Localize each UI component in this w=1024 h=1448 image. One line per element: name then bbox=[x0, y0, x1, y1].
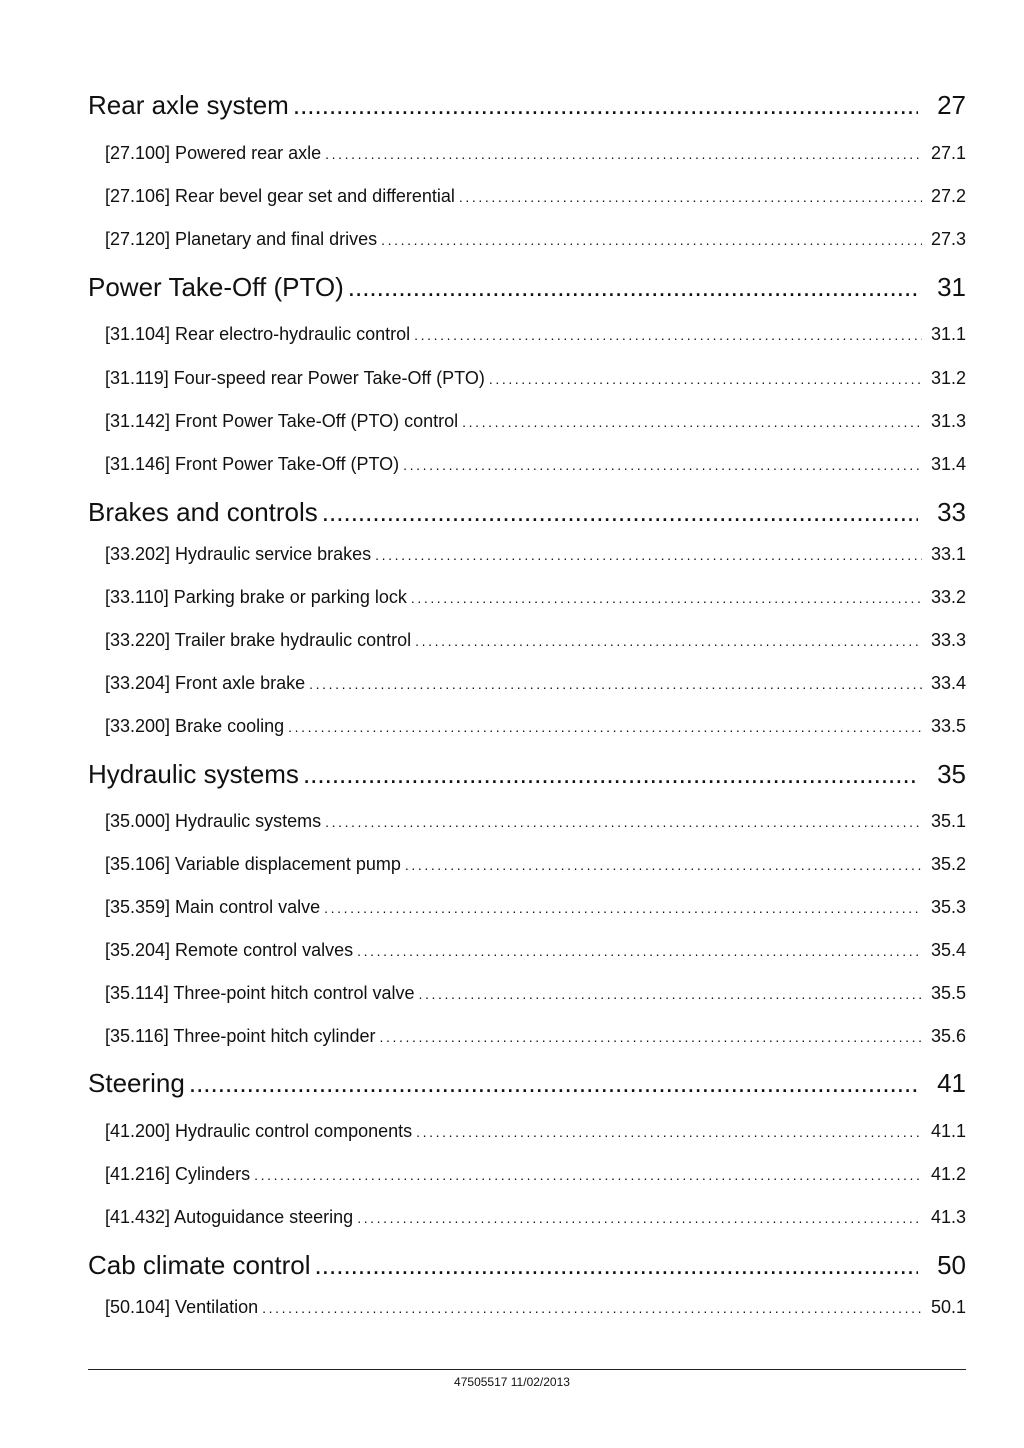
toc-entry[interactable] bbox=[105, 1206, 966, 1229]
dot-leader bbox=[405, 854, 922, 876]
entry-label: [35.359] Main control valve bbox=[105, 897, 321, 917]
entry-page: 35.2 bbox=[930, 854, 966, 874]
section-title: Hydraulic systems bbox=[88, 759, 299, 789]
dot-leader bbox=[254, 1164, 922, 1186]
entry-page: 35.1 bbox=[930, 811, 966, 831]
entry-label: [33.200] Brake cooling bbox=[105, 716, 285, 736]
entry-page: 27.2 bbox=[930, 186, 966, 206]
toc-section-cab-climate[interactable] bbox=[88, 1250, 966, 1280]
dot-leader bbox=[325, 143, 922, 165]
toc-entry[interactable] bbox=[105, 410, 966, 433]
dot-leader bbox=[415, 630, 922, 652]
entry-label: [27.106] Rear bevel gear set and differential bbox=[105, 186, 455, 206]
dot-leader bbox=[357, 1207, 922, 1229]
dot-leader bbox=[324, 897, 922, 919]
dot-leader bbox=[381, 229, 922, 251]
entry-page: 33.2 bbox=[930, 587, 966, 607]
entry-page: 31.2 bbox=[930, 368, 966, 388]
toc-section-pto[interactable] bbox=[88, 272, 966, 302]
dot-leader bbox=[357, 940, 922, 962]
dot-leader bbox=[416, 1121, 922, 1143]
entry-label: [41.200] Hydraulic control components bbox=[105, 1121, 413, 1141]
entry-page: 50.1 bbox=[930, 1297, 966, 1317]
dot-leader bbox=[403, 454, 922, 476]
toc-entry[interactable] bbox=[105, 672, 966, 695]
dot-leader bbox=[489, 368, 922, 390]
entry-label: [27.100] Powered rear axle bbox=[105, 143, 322, 163]
footer-doc-number: 47505517 11/02/2013 bbox=[454, 1375, 570, 1389]
entry-label: [35.106] Variable displacement pump bbox=[105, 854, 401, 874]
section-page: 35 bbox=[937, 759, 966, 789]
entry-label: [41.216] Cylinders bbox=[105, 1164, 251, 1184]
entry-page: 41.3 bbox=[930, 1207, 966, 1227]
entry-page: 33.5 bbox=[930, 716, 966, 736]
toc-section-hydraulic[interactable] bbox=[88, 759, 966, 789]
entry-page: 33.1 bbox=[930, 544, 966, 564]
dot-leader bbox=[293, 90, 918, 120]
toc-entry[interactable] bbox=[105, 1025, 966, 1048]
entry-page: 31.4 bbox=[930, 454, 966, 474]
toc-entry[interactable] bbox=[105, 939, 966, 962]
entry-page: 35.3 bbox=[930, 897, 966, 917]
toc-entry[interactable] bbox=[105, 810, 966, 833]
entry-label: [33.204] Front axle brake bbox=[105, 673, 306, 693]
toc-entry[interactable] bbox=[105, 586, 966, 609]
toc-entry[interactable] bbox=[105, 982, 966, 1005]
section-title: Power Take-Off (PTO) bbox=[88, 272, 344, 302]
dot-leader bbox=[322, 497, 918, 527]
dot-leader bbox=[325, 811, 922, 833]
entry-label: [27.120] Planetary and final drives bbox=[105, 229, 378, 249]
toc-entry[interactable] bbox=[105, 715, 966, 738]
entry-page: 33.3 bbox=[930, 630, 966, 650]
section-title: Cab climate control bbox=[88, 1250, 311, 1280]
entry-page: 31.3 bbox=[930, 411, 966, 431]
toc-section-rear-axle[interactable] bbox=[88, 90, 966, 120]
entry-label: [41.432] Autoguidance steering bbox=[105, 1207, 354, 1227]
entry-page: 35.5 bbox=[930, 983, 966, 1003]
dot-leader bbox=[414, 324, 922, 346]
section-page: 27 bbox=[937, 90, 966, 120]
dot-leader bbox=[262, 1297, 922, 1319]
toc-entry[interactable] bbox=[105, 853, 966, 876]
entry-page: 33.4 bbox=[930, 673, 966, 693]
entry-label: [31.104] Rear electro-hydraulic control bbox=[105, 324, 411, 344]
toc-entry[interactable] bbox=[105, 629, 966, 652]
entry-page: 27.1 bbox=[930, 143, 966, 163]
toc-entry[interactable] bbox=[105, 142, 966, 165]
section-title: Rear axle system bbox=[88, 90, 289, 120]
toc-entry[interactable] bbox=[105, 453, 966, 476]
dot-leader bbox=[288, 716, 922, 738]
toc-entry[interactable] bbox=[105, 543, 966, 566]
dot-leader bbox=[462, 411, 922, 433]
section-title: Steering bbox=[88, 1068, 185, 1098]
entry-label: [31.119] Four-speed rear Power Take-Off (PTO) bbox=[105, 368, 485, 388]
entry-label: [35.114] Three-point hitch control valve bbox=[105, 983, 415, 1003]
entry-page: 35.4 bbox=[930, 940, 966, 960]
dot-leader bbox=[303, 759, 918, 789]
entry-label: [50.104] Ventilation bbox=[105, 1297, 259, 1317]
dot-leader bbox=[309, 673, 922, 695]
section-page: 33 bbox=[937, 497, 966, 527]
section-page: 31 bbox=[937, 272, 966, 302]
dot-leader bbox=[315, 1250, 918, 1280]
entry-page: 31.1 bbox=[930, 324, 966, 344]
entry-page: 41.2 bbox=[930, 1164, 966, 1184]
toc-section-brakes[interactable] bbox=[88, 497, 966, 527]
entry-label: [31.142] Front Power Take-Off (PTO) control bbox=[105, 411, 459, 431]
entry-label: [35.000] Hydraulic systems bbox=[105, 811, 322, 831]
entry-label: [31.146] Front Power Take-Off (PTO) bbox=[105, 454, 400, 474]
dot-leader bbox=[419, 983, 922, 1005]
section-page: 41 bbox=[937, 1068, 966, 1098]
dot-leader bbox=[348, 272, 918, 302]
dot-leader bbox=[380, 1026, 923, 1048]
toc-entry[interactable] bbox=[105, 185, 966, 208]
section-title: Brakes and controls bbox=[88, 497, 318, 527]
toc-entry[interactable] bbox=[105, 1163, 966, 1186]
toc-section-steering[interactable] bbox=[88, 1068, 966, 1098]
entry-page: 27.3 bbox=[930, 229, 966, 249]
toc-entry[interactable] bbox=[105, 896, 966, 919]
toc-entry[interactable] bbox=[105, 228, 966, 251]
section-page: 50 bbox=[937, 1250, 966, 1280]
dot-leader bbox=[459, 186, 922, 208]
toc-entry[interactable] bbox=[105, 367, 966, 390]
entry-label: [33.110] Parking brake or parking lock bbox=[105, 587, 407, 607]
entry-page: 35.6 bbox=[930, 1026, 966, 1046]
footer-divider bbox=[88, 1369, 966, 1370]
entry-page: 41.1 bbox=[930, 1121, 966, 1141]
entry-label: [35.204] Remote control valves bbox=[105, 940, 354, 960]
entry-label: [33.202] Hydraulic service brakes bbox=[105, 544, 372, 564]
entry-label: [33.220] Trailer brake hydraulic control bbox=[105, 630, 412, 650]
dot-leader bbox=[375, 544, 922, 566]
toc-entry[interactable] bbox=[105, 1120, 966, 1143]
toc-entry[interactable] bbox=[105, 1296, 966, 1319]
dot-leader bbox=[189, 1068, 918, 1098]
toc-entry[interactable] bbox=[105, 323, 966, 346]
dot-leader bbox=[411, 587, 922, 609]
entry-label: [35.116] Three-point hitch cylinder bbox=[105, 1026, 376, 1046]
